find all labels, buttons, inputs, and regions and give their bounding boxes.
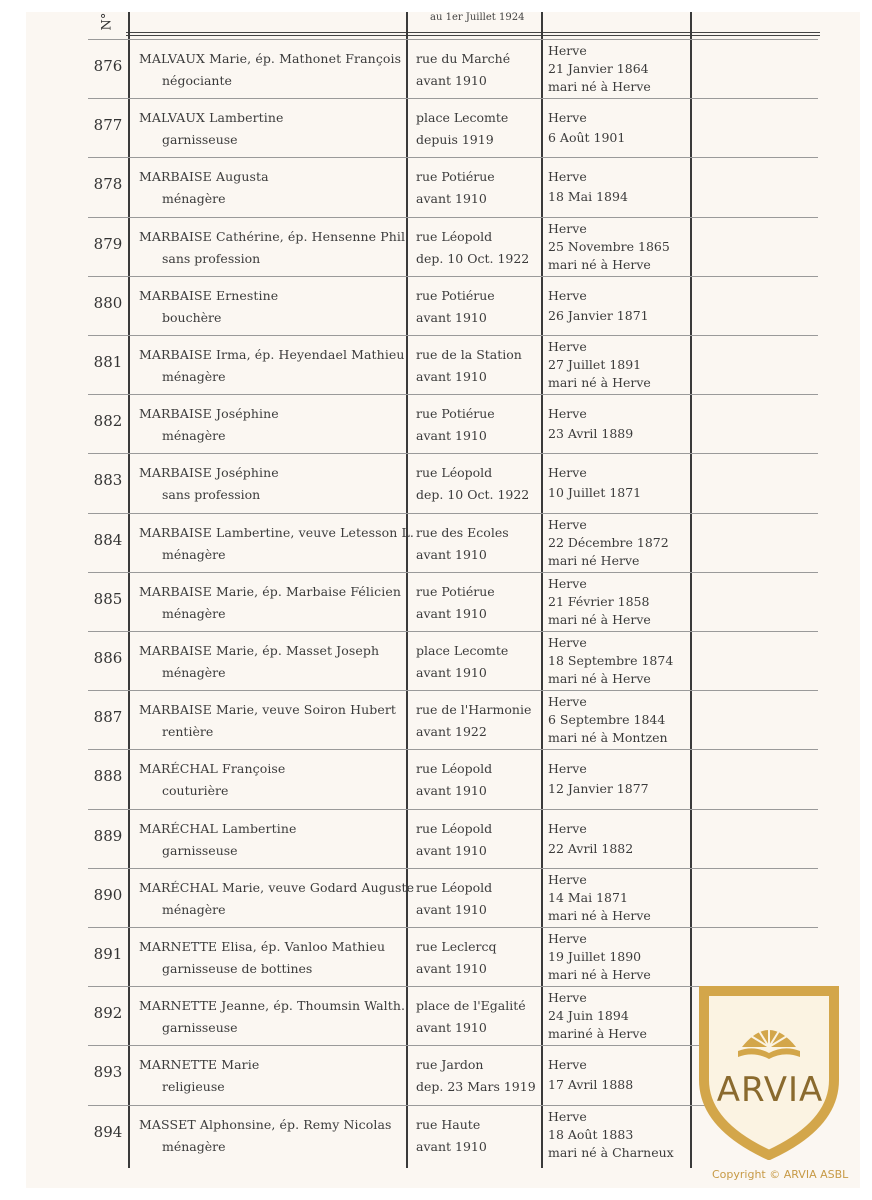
surname: MARBAISE [139, 287, 212, 303]
given-name: Ernestine [215, 287, 279, 303]
residence-since: avant 1922 [416, 724, 487, 740]
table-row [26, 749, 860, 808]
surname: MALVAUX [139, 51, 205, 66]
birth-info: 10 Juillet 1871 [548, 485, 642, 501]
residence-since: avant 1910 [416, 1020, 487, 1036]
residence-since: avant 1910 [416, 665, 487, 680]
address: rue du Marché [416, 51, 511, 66]
birth-info: mari né à Herve [548, 256, 651, 272]
row-separator [88, 394, 818, 395]
birth-info: 18 Mai 1894 [548, 189, 628, 205]
row-separator [88, 157, 818, 158]
surname: MARBAISE [139, 465, 212, 481]
profession: ménagère [162, 546, 226, 562]
row-separator [88, 690, 818, 691]
residence-since: avant 1910 [416, 309, 487, 325]
birth-info: 18 Août 1883 [548, 1126, 634, 1142]
entry-number: 887 [93, 708, 123, 727]
birth-info: 27 Juillet 1891 [548, 357, 642, 372]
birth-info: 22 Avril 1882 [548, 840, 634, 856]
address: rue Haute [416, 1116, 481, 1132]
surname: MARÉCHAL [139, 820, 218, 836]
profession: garnisseuse [162, 132, 238, 148]
table-row [26, 217, 860, 276]
row-separator [88, 809, 818, 810]
birth-info: 25 Novembre 1865 [548, 238, 670, 254]
table-row [26, 394, 860, 453]
address: rue Léopold [416, 228, 493, 244]
given-name: Marie, ép. Masset Joseph [215, 643, 380, 658]
birth-info: mari né à Herve [548, 907, 651, 923]
profession: bouchère [162, 309, 222, 325]
surname: MARBAISE [139, 228, 212, 244]
given-name: Marie, veuve Godard Auguste [222, 879, 415, 895]
birth-info: Herve [548, 406, 587, 422]
table-row [26, 631, 860, 690]
address: rue Leclercq [416, 939, 497, 954]
residence-since: depuis 1919 [416, 132, 494, 148]
birth-info: mari né à Charneux [548, 1144, 674, 1160]
residence-since: avant 1910 [416, 961, 487, 976]
header-rule [126, 32, 820, 33]
given-name: Augusta [215, 169, 269, 185]
address: rue Léopold [416, 465, 493, 481]
profession: ménagère [162, 1138, 226, 1154]
table-row [26, 868, 860, 927]
given-name: Françoise [222, 761, 286, 777]
row-separator [88, 927, 818, 928]
entry-number: 876 [93, 57, 123, 75]
surname: MARBAISE [139, 524, 212, 540]
address: rue Potiérue [416, 287, 495, 303]
person-name [139, 169, 269, 184]
row-separator [88, 868, 818, 869]
residence-since: dep. 10 Oct. 1922 [416, 250, 530, 266]
row-separator [88, 217, 818, 218]
person-name [139, 525, 414, 540]
table-row [26, 98, 860, 157]
address: rue Jardon [416, 1057, 484, 1073]
table-row [26, 157, 860, 216]
profession: rentière [162, 724, 214, 740]
surname: MASSET [139, 1116, 196, 1132]
birth-info: 23 Avril 1889 [548, 426, 634, 442]
profession: garnisseuse [162, 842, 238, 858]
residence-since: dep. 23 Mars 1919 [416, 1079, 536, 1095]
birth-info: Herve [548, 931, 587, 946]
given-name: Marie, ép. Marbaise Félicien [215, 583, 401, 599]
table-row [26, 453, 860, 512]
person-name [139, 584, 401, 599]
birth-info: Herve [548, 465, 587, 481]
given-name: Marie, ép. Mathonet François [209, 51, 402, 66]
entry-number: 888 [93, 767, 123, 786]
surname: MARÉCHAL [139, 879, 218, 895]
birth-info: Herve [548, 1108, 587, 1124]
address: rue Léopold [416, 820, 493, 836]
birth-info: Herve [548, 820, 587, 836]
birth-info: 26 Janvier 1871 [548, 307, 649, 323]
birth-info: mari né à Montzen [548, 730, 668, 746]
person-name [139, 229, 409, 244]
profession: ménagère [162, 901, 226, 917]
given-name: Lambertine, veuve Letesson L. [215, 524, 414, 540]
row-separator [88, 749, 818, 750]
birth-info: Herve [548, 1057, 587, 1073]
surname: MARNETTE [139, 998, 218, 1014]
given-name: Elisa, ép. Vanloo Mathieu [221, 939, 386, 954]
birth-info: mari né à Herve [548, 611, 651, 627]
given-name: Marie [221, 1057, 260, 1073]
surname: MARNETTE [139, 939, 218, 954]
entry-number: 882 [93, 412, 123, 431]
surname: MARÉCHAL [139, 761, 218, 777]
birth-info: Herve [548, 220, 587, 236]
birth-info: mari né à Herve [548, 671, 651, 686]
person-name [139, 110, 284, 125]
profession: ménagère [162, 605, 226, 621]
profession: ménagère [162, 428, 226, 444]
surname: MARBAISE [139, 347, 212, 362]
entry-number: 886 [93, 649, 123, 667]
row-separator [88, 335, 818, 336]
birth-info: 18 Septembre 1874 [548, 653, 674, 668]
table-row [26, 513, 860, 572]
address: place Lecomte [416, 110, 509, 126]
address: rue Léopold [416, 879, 493, 895]
profession: sans profession [162, 250, 261, 266]
row-separator [88, 276, 818, 277]
surname: MALVAUX [139, 110, 205, 126]
entry-number: 891 [93, 945, 123, 963]
birth-info: Herve [548, 575, 587, 591]
birth-info: Herve [548, 516, 587, 532]
birth-info: 24 Juin 1894 [548, 1008, 629, 1024]
surname: MARNETTE [139, 1057, 218, 1073]
birth-info: 22 Décembre 1872 [548, 534, 669, 550]
person-name [139, 998, 405, 1013]
table-row [26, 572, 860, 631]
profession: ménagère [162, 369, 226, 384]
given-name: Joséphine [215, 406, 279, 422]
residence-since: dep. 10 Oct. 1922 [416, 487, 530, 503]
row-separator [88, 98, 818, 99]
birth-info: mari né Herve [548, 552, 640, 568]
address: rue Potiérue [416, 583, 495, 599]
table-row [26, 809, 860, 868]
row-separator [88, 513, 818, 514]
birth-info: 6 Août 1901 [548, 130, 626, 146]
profession: garnisseuse [162, 1020, 238, 1036]
surname: MARBAISE [139, 406, 212, 422]
given-name: Jeanne, ép. Thoumsin Walth. [221, 998, 406, 1014]
entry-number: 894 [93, 1122, 123, 1141]
birth-info: Herve [548, 43, 587, 58]
entry-number: 880 [93, 293, 123, 312]
entry-number: 884 [93, 530, 123, 549]
entry-number: 881 [93, 353, 123, 371]
residence-since: avant 1910 [416, 783, 487, 799]
address: place de l'Egalité [416, 998, 526, 1014]
table-row [26, 276, 860, 335]
birth-info: Herve [548, 761, 587, 777]
birth-info: mari né à Herve [548, 375, 651, 390]
birth-info: 12 Janvier 1877 [548, 781, 649, 797]
profession: ménagère [162, 665, 226, 680]
table-row [26, 39, 860, 98]
entry-number: 877 [93, 116, 123, 135]
address: rue de l'Harmonie [416, 702, 532, 718]
given-name: Marie, veuve Soiron Hubert [215, 702, 397, 718]
birth-info: Herve [548, 339, 587, 354]
person-name [139, 643, 379, 658]
residence-since: avant 1910 [416, 1138, 487, 1154]
person-name [139, 939, 385, 954]
residence-since: avant 1910 [416, 842, 487, 858]
residence-since: avant 1910 [416, 73, 487, 88]
copyright-notice: Copyright © ARVIA ASBL [712, 1168, 849, 1181]
surname: MARBAISE [139, 583, 212, 599]
residence-since: avant 1910 [416, 369, 487, 384]
address: rue de la Station [416, 347, 522, 362]
profession: religieuse [162, 1079, 225, 1095]
surname: MARBAISE [139, 643, 212, 658]
profession: couturière [162, 783, 229, 799]
header-rule [126, 35, 820, 36]
surname: MARBAISE [139, 169, 212, 185]
given-name: Lambertine [209, 110, 284, 126]
birth-info: Herve [548, 990, 587, 1006]
table-row [26, 927, 860, 986]
address: rue Potiérue [416, 406, 495, 422]
residence-since: avant 1910 [416, 901, 487, 917]
birth-info: 21 Février 1858 [548, 593, 650, 609]
address: rue Potiérue [416, 169, 495, 185]
birth-info: 14 Mai 1871 [548, 889, 628, 905]
birth-info: 21 Janvier 1864 [548, 61, 649, 76]
given-name: Alphonsine, ép. Remy Nicolas [199, 1116, 392, 1132]
row-separator [88, 631, 818, 632]
birth-info: 19 Juillet 1890 [548, 949, 642, 964]
person-name [139, 406, 279, 421]
birth-info: mari né à Herve [548, 79, 651, 94]
birth-info: Herve [548, 110, 587, 126]
residence-since: avant 1910 [416, 428, 487, 444]
entry-number: 892 [93, 1004, 123, 1023]
address: rue des Ecoles [416, 524, 509, 540]
birth-info: Herve [548, 871, 587, 887]
birth-info: Herve [548, 694, 587, 710]
address: place Lecomte [416, 643, 509, 658]
entry-number: 893 [93, 1063, 123, 1082]
table-row [26, 690, 860, 749]
birth-info: Herve [548, 287, 587, 303]
person-name [139, 51, 401, 66]
surname: MARBAISE [139, 702, 212, 718]
row-separator [88, 572, 818, 573]
person-name [139, 1057, 259, 1072]
person-name [139, 1117, 392, 1132]
person-name [139, 821, 297, 836]
person-name [139, 702, 396, 717]
date-column-header: au 1er Juillet 1924 [430, 12, 525, 23]
birth-info: mariné à Herve [548, 1026, 647, 1042]
logo-wordmark: ARVIA [716, 1070, 824, 1110]
entry-number: 883 [93, 471, 123, 490]
residence-since: avant 1910 [416, 605, 487, 621]
person-name [139, 880, 414, 895]
profession: ménagère [162, 191, 226, 207]
birth-info: 6 Septembre 1844 [548, 712, 666, 728]
profession: sans profession [162, 487, 261, 503]
profession: négociante [162, 73, 232, 88]
entry-number: 878 [93, 175, 123, 194]
birth-info: 17 Avril 1888 [548, 1077, 634, 1093]
person-name [139, 288, 278, 303]
birth-info: Herve [548, 169, 587, 185]
number-column-header: N° [99, 12, 115, 31]
birth-info: Herve [548, 635, 587, 650]
given-name: Irma, ép. Heyendael Mathieu [215, 347, 405, 362]
person-name [139, 347, 405, 362]
entry-number: 879 [93, 234, 123, 253]
given-name: Cathérine, ép. Hensenne Phil. [215, 228, 410, 244]
person-name [139, 761, 285, 776]
birth-info: mari né à Herve [548, 967, 651, 982]
residence-since: avant 1910 [416, 191, 487, 207]
given-name: Lambertine [222, 820, 297, 836]
row-separator [88, 39, 818, 40]
residence-since: avant 1910 [416, 546, 487, 562]
given-name: Joséphine [215, 465, 279, 481]
address: rue Léopold [416, 761, 493, 777]
person-name [139, 465, 279, 480]
row-separator [88, 453, 818, 454]
entry-number: 890 [93, 885, 123, 904]
entry-number: 885 [93, 589, 123, 608]
profession: garnisseuse de bottines [162, 961, 313, 976]
table-row [26, 335, 860, 394]
entry-number: 889 [93, 826, 123, 845]
